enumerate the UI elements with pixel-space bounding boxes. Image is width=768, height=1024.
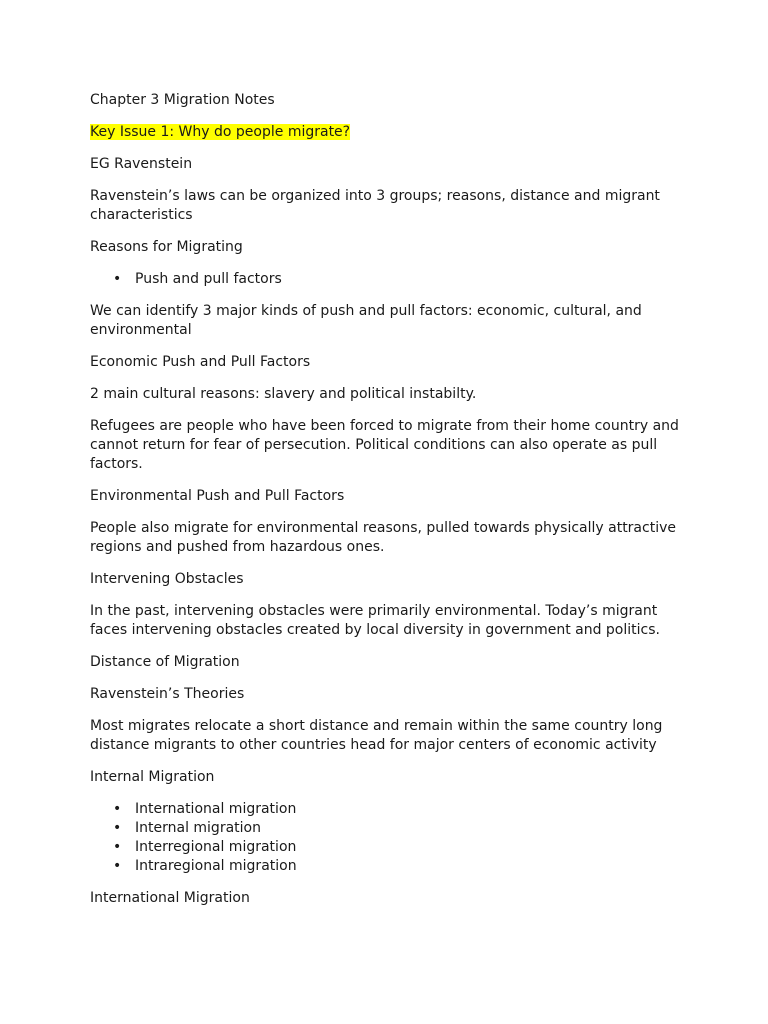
document-title: Chapter 3 Migration Notes bbox=[90, 92, 275, 108]
theories-heading: Ravenstein’s Theories bbox=[90, 686, 245, 702]
key-issue-heading bbox=[90, 123, 690, 142]
list-item-text: Interregional migration bbox=[135, 839, 297, 855]
bullet-icon: • bbox=[113, 801, 122, 817]
ravenstein-heading: EG Ravenstein bbox=[90, 156, 193, 172]
internal-heading: Internal Migration bbox=[90, 769, 215, 785]
document-page bbox=[90, 91, 690, 921]
distance-heading: Distance of Migration bbox=[90, 654, 240, 670]
economic-heading: Economic Push and Pull Factors bbox=[90, 354, 311, 370]
migration-types-list bbox=[90, 800, 690, 876]
list-item-text: Push and pull factors bbox=[135, 271, 282, 287]
list-item bbox=[90, 838, 690, 857]
environmental-heading: Environmental Push and Pull Factors bbox=[90, 488, 345, 504]
intervening-paragraph: In the past, intervening obstacles were primarily environmental. Today’s migrant faces intervening obstacles created by local diversity in government and politics. bbox=[90, 603, 660, 638]
list-item bbox=[90, 270, 690, 289]
bullet-icon: • bbox=[113, 858, 122, 874]
bullet-icon: • bbox=[113, 271, 122, 287]
refugees-paragraph: Refugees are people who have been forced to migrate from their home country and cannot return for fear of persecution. Political conditions can also operate as pull factors. bbox=[90, 418, 679, 472]
list-item-text: International migration bbox=[135, 801, 297, 817]
theories-paragraph: Most migrates relocate a short distance and remain within the same country long distance migrants to other countries head for major centers of economic activity bbox=[90, 718, 663, 753]
highlighted-text: Key Issue 1: Why do people migrate? bbox=[90, 124, 351, 140]
bullet-icon: • bbox=[113, 839, 122, 855]
reasons-heading: Reasons for Migrating bbox=[90, 239, 243, 255]
three-kinds-paragraph: We can identify 3 major kinds of push and pull factors: economic, cultural, and environmental bbox=[90, 303, 642, 338]
cultural-reasons-paragraph: 2 main cultural reasons: slavery and political instabilty. bbox=[90, 386, 477, 402]
international-heading: International Migration bbox=[90, 890, 250, 906]
intervening-heading: Intervening Obstacles bbox=[90, 571, 244, 587]
list-item bbox=[90, 800, 690, 819]
list-item-text: Intraregional migration bbox=[135, 858, 297, 874]
reasons-list bbox=[90, 270, 690, 289]
list-item-text: Internal migration bbox=[135, 820, 261, 836]
ravenstein-laws-paragraph: Ravenstein’s laws can be organized into 3 groups; reasons, distance and migrant characteristics bbox=[90, 188, 660, 223]
list-item bbox=[90, 819, 690, 838]
bullet-icon: • bbox=[113, 820, 122, 836]
environmental-paragraph: People also migrate for environmental reasons, pulled towards physically attractive regions and pushed from hazardous ones. bbox=[90, 520, 676, 555]
list-item bbox=[90, 857, 690, 876]
